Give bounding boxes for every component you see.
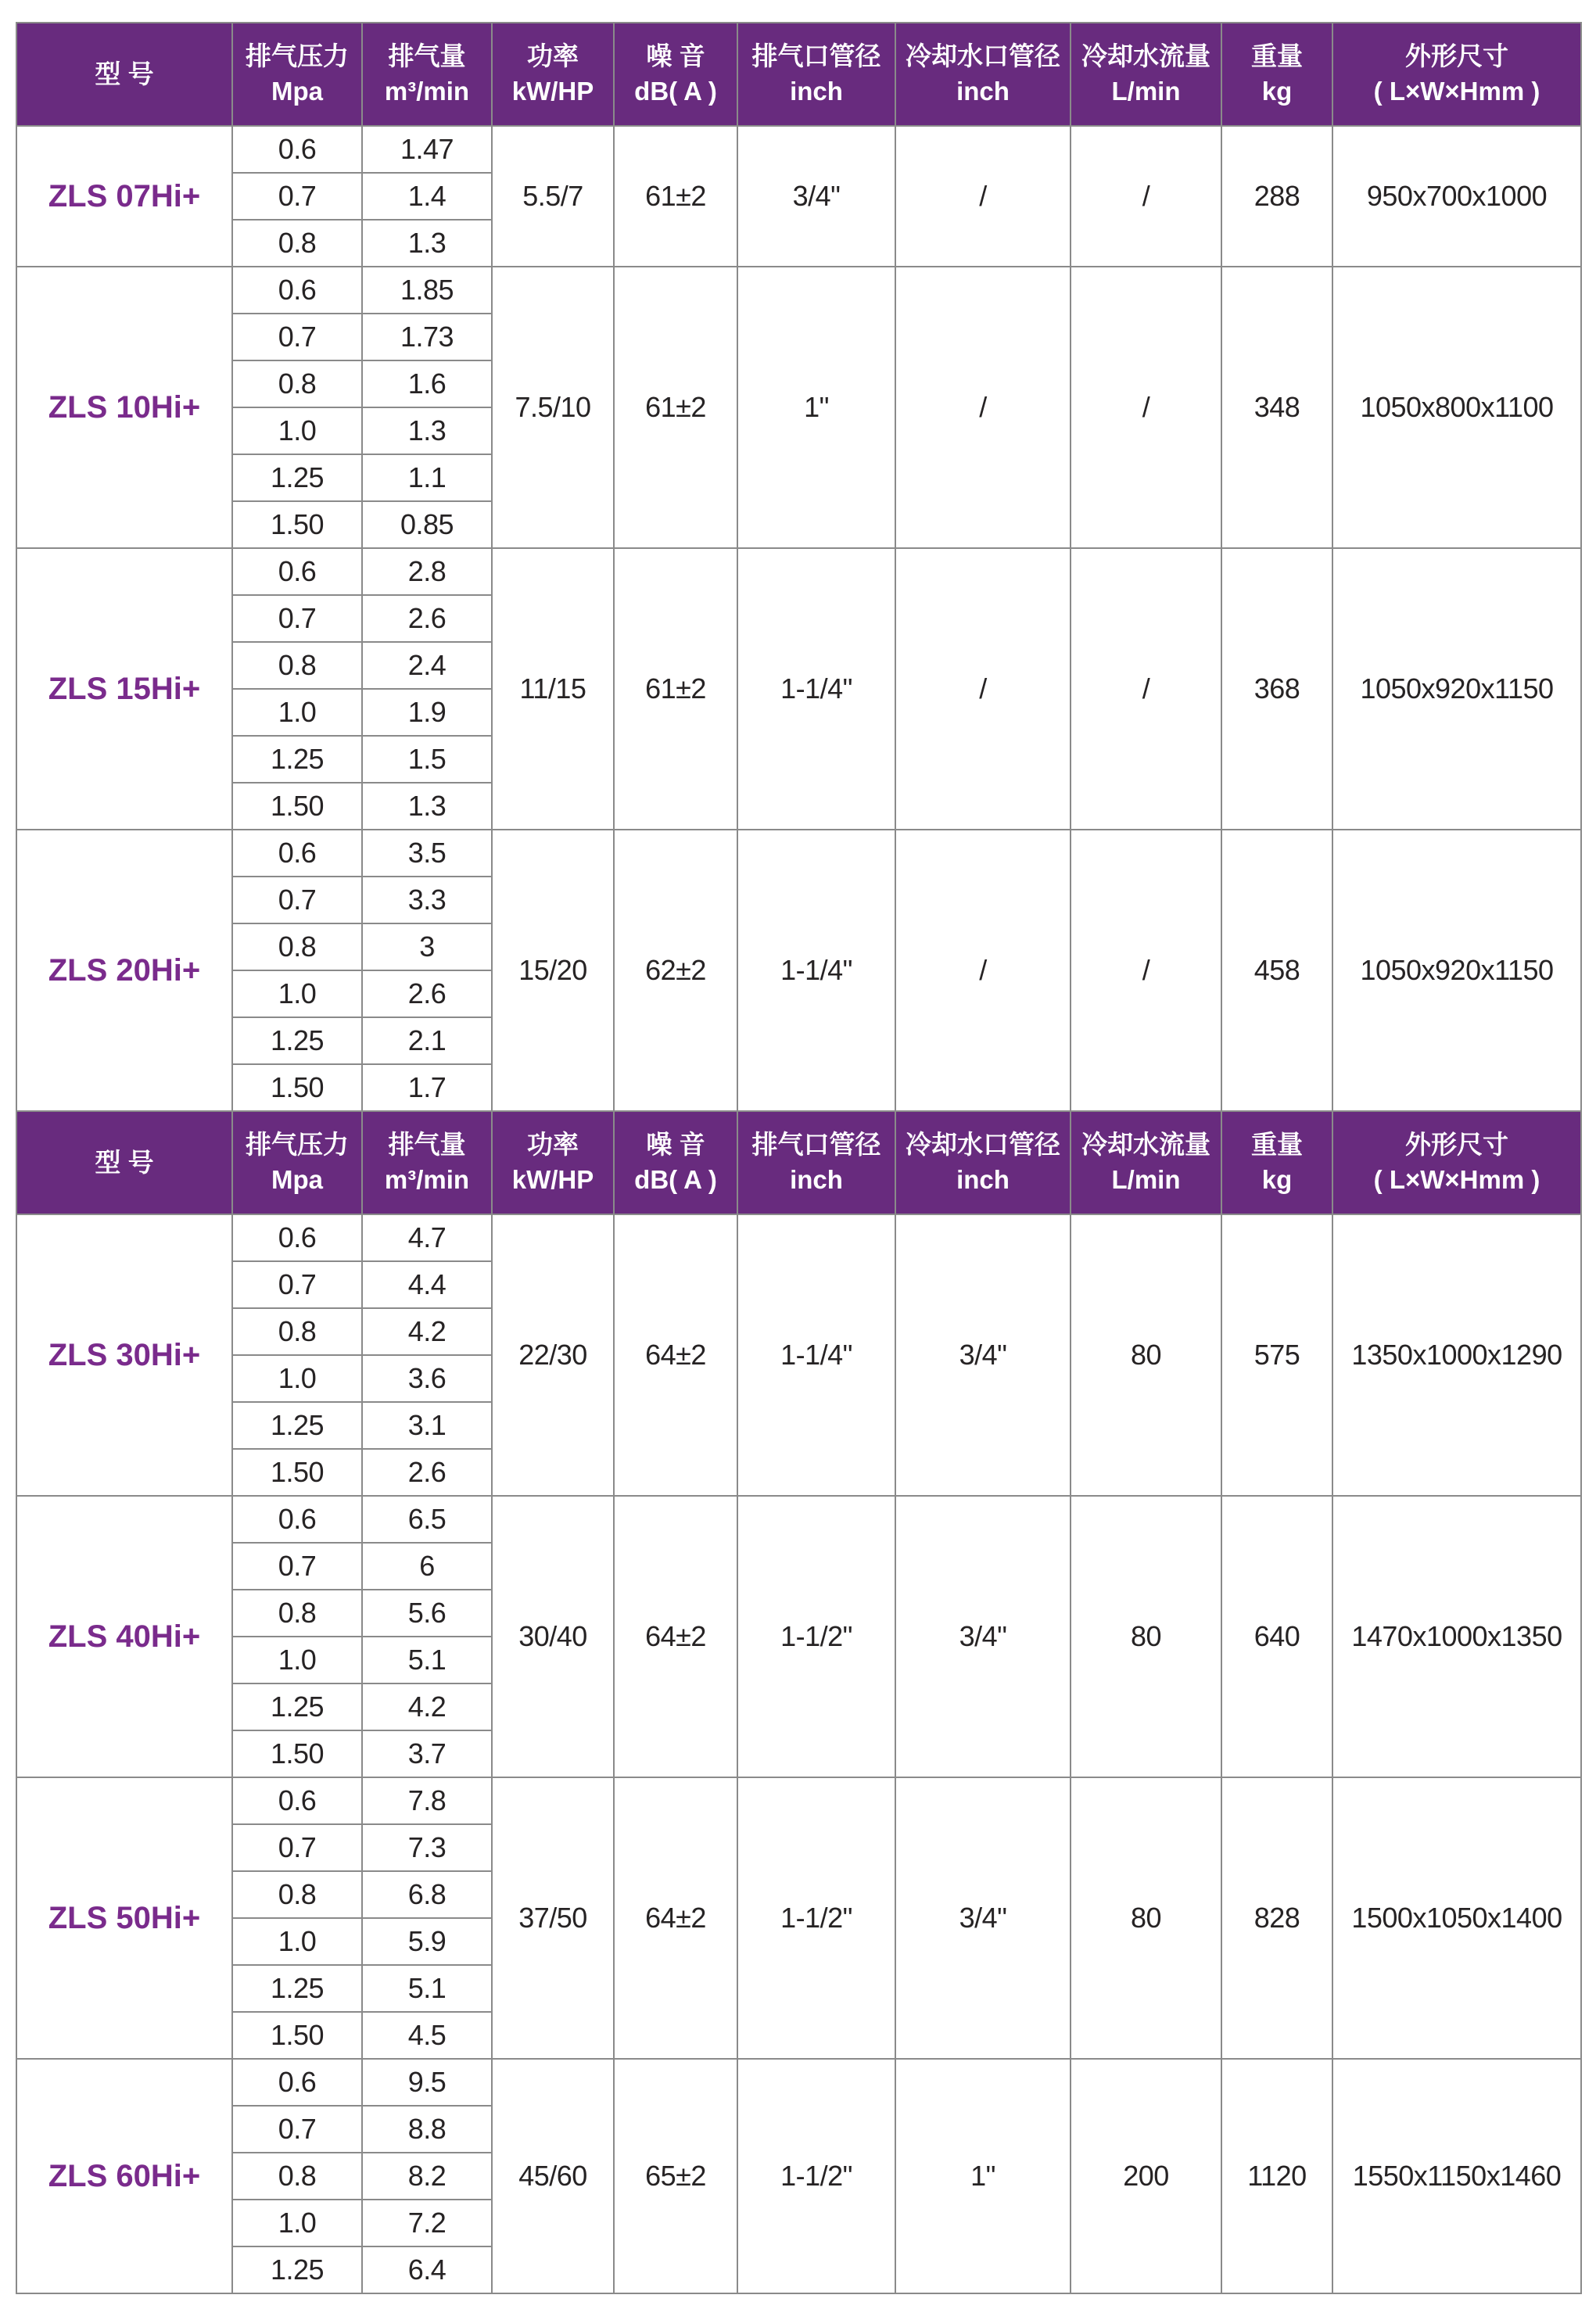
column-header-unit: kg xyxy=(1261,77,1293,106)
column-header-outlet_diameter xyxy=(737,1111,895,1214)
outlet-diameter-value: 1-1/4" xyxy=(737,830,895,1111)
displacement-value: 5.6 xyxy=(362,1590,492,1637)
pressure-value: 1.25 xyxy=(232,2246,362,2293)
column-header-label: 排气量 xyxy=(388,41,466,71)
column-header-label: 冷却水口管径 xyxy=(906,1130,1060,1160)
displacement-value: 8.8 xyxy=(362,2106,492,2153)
column-header-outlet_diameter xyxy=(737,23,895,126)
displacement-value: 6.4 xyxy=(362,2246,492,2293)
table-row xyxy=(16,1496,1581,1543)
column-header-dimensions xyxy=(1332,23,1581,126)
column-header-model xyxy=(16,1111,232,1214)
model-name: ZLS 20Hi+ xyxy=(16,830,232,1111)
dimensions-value: 1050x800x1100 xyxy=(1332,267,1581,548)
weight-value: 640 xyxy=(1221,1496,1332,1777)
column-header-unit: inch xyxy=(790,77,843,106)
pressure-value: 1.50 xyxy=(232,1064,362,1111)
outlet-diameter-value: 1-1/2" xyxy=(737,1496,895,1777)
pressure-value: 0.8 xyxy=(232,923,362,970)
power-value: 5.5/7 xyxy=(492,126,614,267)
column-header-cooling_port_diameter xyxy=(895,23,1071,126)
column-header-label: 排气压力 xyxy=(246,1130,349,1160)
displacement-value: 1.47 xyxy=(362,126,492,173)
cooling-flow-value: / xyxy=(1071,267,1221,548)
cooling-port-diameter-value: / xyxy=(895,548,1071,830)
cooling-flow-value: 80 xyxy=(1071,1214,1221,1496)
column-header-unit: inch xyxy=(956,77,1010,106)
displacement-value: 2.6 xyxy=(362,595,492,642)
weight-value: 288 xyxy=(1221,126,1332,267)
column-header-label: 外形尺寸 xyxy=(1405,1130,1508,1160)
column-header-unit: dB( A ) xyxy=(634,1165,717,1194)
column-header-label: 排气压力 xyxy=(246,41,349,71)
column-header-unit: m³/min xyxy=(384,77,470,106)
noise-value: 65±2 xyxy=(614,2059,737,2293)
displacement-value: 3.5 xyxy=(362,830,492,877)
pressure-value: 0.6 xyxy=(232,126,362,173)
displacement-value: 2.1 xyxy=(362,1017,492,1064)
column-header-unit: kW/HP xyxy=(511,1165,594,1194)
weight-value: 368 xyxy=(1221,548,1332,830)
dimensions-value: 1350x1000x1290 xyxy=(1332,1214,1581,1496)
table-row xyxy=(16,1777,1581,1824)
table-row xyxy=(16,548,1581,595)
dimensions-value: 1500x1050x1400 xyxy=(1332,1777,1581,2059)
pressure-value: 0.8 xyxy=(232,220,362,267)
column-header-unit: ( L×W×Hmm ) xyxy=(1373,77,1540,106)
displacement-value: 1.85 xyxy=(362,267,492,314)
pressure-value: 1.50 xyxy=(232,2012,362,2059)
pressure-value: 1.50 xyxy=(232,1449,362,1496)
displacement-value: 3.3 xyxy=(362,877,492,923)
column-header-power xyxy=(492,23,614,126)
column-header-label: 噪 音 xyxy=(646,1130,705,1160)
cooling-port-diameter-value: 3/4" xyxy=(895,1214,1071,1496)
cooling-flow-value: / xyxy=(1071,830,1221,1111)
header-row-2 xyxy=(16,1111,1581,1214)
column-header-unit: m³/min xyxy=(384,1165,470,1194)
weight-value: 348 xyxy=(1221,267,1332,548)
column-header-unit: ( L×W×Hmm ) xyxy=(1373,1165,1540,1194)
pressure-value: 0.7 xyxy=(232,877,362,923)
displacement-value: 8.2 xyxy=(362,2153,492,2200)
weight-value: 828 xyxy=(1221,1777,1332,2059)
noise-value: 62±2 xyxy=(614,830,737,1111)
pressure-value: 1.0 xyxy=(232,1637,362,1683)
power-value: 45/60 xyxy=(492,2059,614,2293)
column-header-label: 排气量 xyxy=(388,1130,466,1160)
column-header-pressure xyxy=(232,23,362,126)
cooling-port-diameter-value: 3/4" xyxy=(895,1496,1071,1777)
displacement-value: 1.7 xyxy=(362,1064,492,1111)
pressure-value: 0.6 xyxy=(232,830,362,877)
noise-value: 64±2 xyxy=(614,1777,737,2059)
column-header-unit: Mpa xyxy=(271,1165,323,1194)
pressure-value: 0.8 xyxy=(232,1308,362,1355)
column-header-weight xyxy=(1221,1111,1332,1214)
pressure-value: 1.0 xyxy=(232,407,362,454)
pressure-value: 0.6 xyxy=(232,548,362,595)
column-header-displacement xyxy=(362,1111,492,1214)
displacement-value: 6.8 xyxy=(362,1871,492,1918)
column-header-cooling_port_diameter xyxy=(895,1111,1071,1214)
cooling-port-diameter-value: / xyxy=(895,126,1071,267)
outlet-diameter-value: 1-1/4" xyxy=(737,1214,895,1496)
noise-value: 61±2 xyxy=(614,126,737,267)
column-header-label: 功率 xyxy=(527,1130,579,1160)
outlet-diameter-value: 3/4" xyxy=(737,126,895,267)
pressure-value: 1.0 xyxy=(232,970,362,1017)
column-header-label: 噪 音 xyxy=(646,41,705,71)
cooling-port-diameter-value: 3/4" xyxy=(895,1777,1071,2059)
column-header-label: 排气口管径 xyxy=(751,41,881,71)
outlet-diameter-value: 1" xyxy=(737,267,895,548)
power-value: 37/50 xyxy=(492,1777,614,2059)
displacement-value: 2.6 xyxy=(362,1449,492,1496)
pressure-value: 0.7 xyxy=(232,1824,362,1871)
displacement-value: 3.7 xyxy=(362,1730,492,1777)
displacement-value: 7.3 xyxy=(362,1824,492,1871)
spec-table xyxy=(16,22,1582,2294)
pressure-value: 1.50 xyxy=(232,783,362,830)
column-header-model xyxy=(16,23,232,126)
outlet-diameter-value: 1-1/2" xyxy=(737,1777,895,2059)
displacement-value: 1.6 xyxy=(362,360,492,407)
displacement-value: 1.3 xyxy=(362,783,492,830)
displacement-value: 1.4 xyxy=(362,173,492,220)
displacement-value: 1.73 xyxy=(362,314,492,360)
cooling-flow-value: / xyxy=(1071,126,1221,267)
column-header-cooling_flow xyxy=(1071,1111,1221,1214)
pressure-value: 0.8 xyxy=(232,360,362,407)
column-header-unit: L/min xyxy=(1111,1165,1181,1194)
displacement-value: 9.5 xyxy=(362,2059,492,2106)
column-header-displacement xyxy=(362,23,492,126)
model-name: ZLS 07Hi+ xyxy=(16,126,232,267)
table-row xyxy=(16,830,1581,877)
column-header-label: 冷却水口管径 xyxy=(906,41,1060,71)
pressure-value: 0.8 xyxy=(232,1871,362,1918)
column-header-label: 重量 xyxy=(1251,41,1303,71)
displacement-value: 3.6 xyxy=(362,1355,492,1402)
power-value: 7.5/10 xyxy=(492,267,614,548)
column-header-unit: inch xyxy=(956,1165,1010,1194)
displacement-value: 6 xyxy=(362,1543,492,1590)
column-header-label: 冷却水流量 xyxy=(1081,41,1210,71)
weight-value: 1120 xyxy=(1221,2059,1332,2293)
power-value: 22/30 xyxy=(492,1214,614,1496)
pressure-value: 1.50 xyxy=(232,1730,362,1777)
displacement-value: 5.1 xyxy=(362,1637,492,1683)
displacement-value: 4.4 xyxy=(362,1261,492,1308)
pressure-value: 1.25 xyxy=(232,1683,362,1730)
column-header-unit: dB( A ) xyxy=(634,77,717,106)
cooling-flow-value: 200 xyxy=(1071,2059,1221,2293)
pressure-value: 0.6 xyxy=(232,267,362,314)
noise-value: 64±2 xyxy=(614,1496,737,1777)
weight-value: 458 xyxy=(1221,830,1332,1111)
cooling-flow-value: 80 xyxy=(1071,1777,1221,2059)
power-value: 30/40 xyxy=(492,1496,614,1777)
outlet-diameter-value: 1-1/4" xyxy=(737,548,895,830)
displacement-value: 5.9 xyxy=(362,1918,492,1965)
pressure-value: 0.6 xyxy=(232,2059,362,2106)
pressure-value: 0.7 xyxy=(232,2106,362,2153)
table-row xyxy=(16,126,1581,173)
model-name: ZLS 50Hi+ xyxy=(16,1777,232,2059)
dimensions-value: 1550x1150x1460 xyxy=(1332,2059,1581,2293)
pressure-value: 1.50 xyxy=(232,501,362,548)
dimensions-value: 1050x920x1150 xyxy=(1332,830,1581,1111)
header-row-1 xyxy=(16,23,1581,126)
column-header-pressure xyxy=(232,1111,362,1214)
dimensions-value: 1050x920x1150 xyxy=(1332,548,1581,830)
column-header-label: 功率 xyxy=(527,41,579,71)
displacement-value: 1.5 xyxy=(362,736,492,783)
pressure-value: 0.8 xyxy=(232,1590,362,1637)
cooling-port-diameter-value: / xyxy=(895,830,1071,1111)
column-header-cooling_flow xyxy=(1071,23,1221,126)
cooling-port-diameter-value: / xyxy=(895,267,1071,548)
model-name: ZLS 30Hi+ xyxy=(16,1214,232,1496)
displacement-value: 1.3 xyxy=(362,220,492,267)
displacement-value: 7.8 xyxy=(362,1777,492,1824)
pressure-value: 1.0 xyxy=(232,2200,362,2246)
pressure-value: 0.7 xyxy=(232,1543,362,1590)
displacement-value: 4.2 xyxy=(362,1308,492,1355)
column-header-label: 排气口管径 xyxy=(751,1130,881,1160)
displacement-value: 5.1 xyxy=(362,1965,492,2012)
displacement-value: 3.1 xyxy=(362,1402,492,1449)
pressure-value: 0.6 xyxy=(232,1777,362,1824)
pressure-value: 0.7 xyxy=(232,314,362,360)
pressure-value: 1.25 xyxy=(232,454,362,501)
table-row xyxy=(16,267,1581,314)
column-header-label: 外形尺寸 xyxy=(1405,41,1508,71)
pressure-value: 1.25 xyxy=(232,1017,362,1064)
model-name: ZLS 40Hi+ xyxy=(16,1496,232,1777)
table-row xyxy=(16,2059,1581,2106)
dimensions-value: 950x700x1000 xyxy=(1332,126,1581,267)
pressure-value: 1.0 xyxy=(232,689,362,736)
column-header-unit: inch xyxy=(790,1165,843,1194)
displacement-value: 7.2 xyxy=(362,2200,492,2246)
column-header-label: 重量 xyxy=(1251,1130,1303,1160)
cooling-flow-value: 80 xyxy=(1071,1496,1221,1777)
displacement-value: 3 xyxy=(362,923,492,970)
displacement-value: 2.4 xyxy=(362,642,492,689)
column-header-noise xyxy=(614,23,737,126)
model-name: ZLS 10Hi+ xyxy=(16,267,232,548)
weight-value: 575 xyxy=(1221,1214,1332,1496)
pressure-value: 1.25 xyxy=(232,736,362,783)
table-row xyxy=(16,1214,1581,1261)
displacement-value: 6.5 xyxy=(362,1496,492,1543)
displacement-value: 2.8 xyxy=(362,548,492,595)
displacement-value: 2.6 xyxy=(362,970,492,1017)
pressure-value: 1.25 xyxy=(232,1965,362,2012)
column-header-unit: Mpa xyxy=(271,77,323,106)
column-header-label: 型 号 xyxy=(95,59,154,88)
cooling-flow-value: / xyxy=(1071,548,1221,830)
pressure-value: 1.0 xyxy=(232,1355,362,1402)
displacement-value: 4.7 xyxy=(362,1214,492,1261)
pressure-value: 0.7 xyxy=(232,173,362,220)
cooling-port-diameter-value: 1" xyxy=(895,2059,1071,2293)
pressure-value: 0.6 xyxy=(232,1214,362,1261)
column-header-weight xyxy=(1221,23,1332,126)
column-header-unit: L/min xyxy=(1111,77,1181,106)
pressure-value: 0.8 xyxy=(232,2153,362,2200)
pressure-value: 0.8 xyxy=(232,642,362,689)
spec-table-body xyxy=(16,23,1581,2293)
displacement-value: 1.1 xyxy=(362,454,492,501)
power-value: 15/20 xyxy=(492,830,614,1111)
pressure-value: 1.0 xyxy=(232,1918,362,1965)
displacement-value: 1.9 xyxy=(362,689,492,736)
column-header-unit: kg xyxy=(1261,1165,1293,1194)
column-header-label: 冷却水流量 xyxy=(1081,1130,1210,1160)
model-name: ZLS 60Hi+ xyxy=(16,2059,232,2293)
noise-value: 61±2 xyxy=(614,548,737,830)
outlet-diameter-value: 1-1/2" xyxy=(737,2059,895,2293)
column-header-label: 型 号 xyxy=(95,1147,154,1177)
displacement-value: 0.85 xyxy=(362,501,492,548)
model-name: ZLS 15Hi+ xyxy=(16,548,232,830)
pressure-value: 0.7 xyxy=(232,1261,362,1308)
noise-value: 64±2 xyxy=(614,1214,737,1496)
displacement-value: 4.2 xyxy=(362,1683,492,1730)
column-header-unit: kW/HP xyxy=(511,77,594,106)
column-header-dimensions xyxy=(1332,1111,1581,1214)
displacement-value: 4.5 xyxy=(362,2012,492,2059)
power-value: 11/15 xyxy=(492,548,614,830)
noise-value: 61±2 xyxy=(614,267,737,548)
dimensions-value: 1470x1000x1350 xyxy=(1332,1496,1581,1777)
pressure-value: 0.7 xyxy=(232,595,362,642)
pressure-value: 1.25 xyxy=(232,1402,362,1449)
displacement-value: 1.3 xyxy=(362,407,492,454)
column-header-noise xyxy=(614,1111,737,1214)
column-header-power xyxy=(492,1111,614,1214)
pressure-value: 0.6 xyxy=(232,1496,362,1543)
